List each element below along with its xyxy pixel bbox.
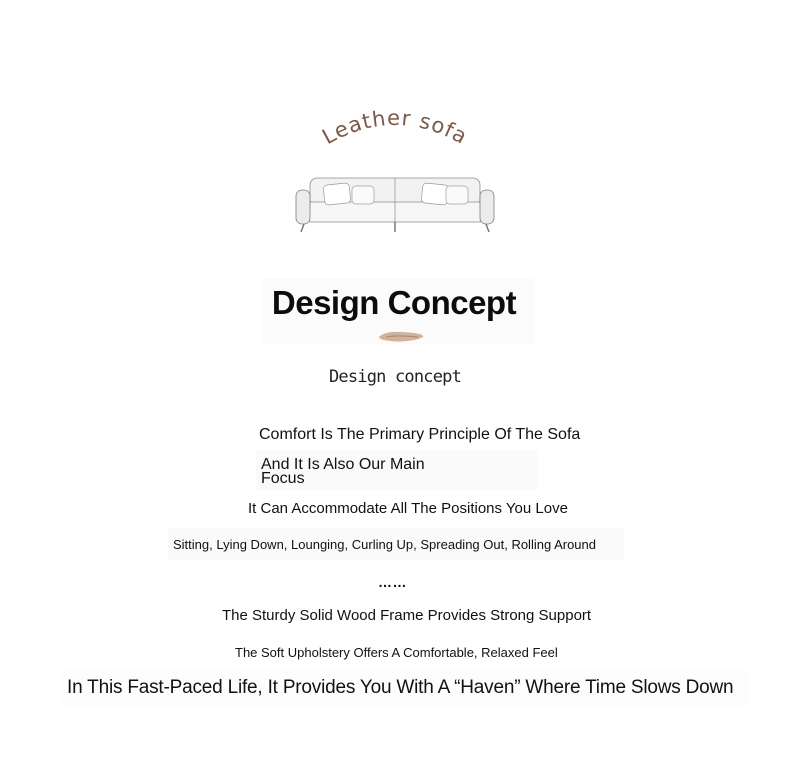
upholstery-text: The Soft Upholstery Offers A Comfortable, Relaxed Feel: [235, 645, 558, 660]
page-subtitle: Design concept: [328, 367, 462, 387]
brand-wordmark: [300, 100, 490, 160]
brand-arc-text: [318, 106, 472, 149]
positions-list-text: Sitting, Lying Down, Lounging, Curling Up, Spreading Out, Rolling Around: [173, 537, 596, 552]
page-title: Design Concept: [271, 284, 517, 321]
sofa-icon: [294, 172, 496, 234]
haven-text: In This Fast-Paced Life, It Provides You With A “Haven” Where Time Slows Down: [67, 677, 734, 698]
comfort-principle-text: Comfort Is The Primary Principle Of The Sofa: [259, 426, 581, 443]
positions-text: It Can Accommodate All The Positions You Love: [248, 500, 568, 517]
ellipsis-text: ……: [378, 574, 407, 590]
wood-frame-text: The Sturdy Solid Wood Frame Provides Strong Support: [222, 607, 592, 624]
brand-arc-textpath: Leather sofa: [318, 105, 472, 150]
brush-stroke-icon: [376, 326, 426, 346]
main-focus-text: And It Is Also Our Main Focus: [261, 456, 425, 487]
